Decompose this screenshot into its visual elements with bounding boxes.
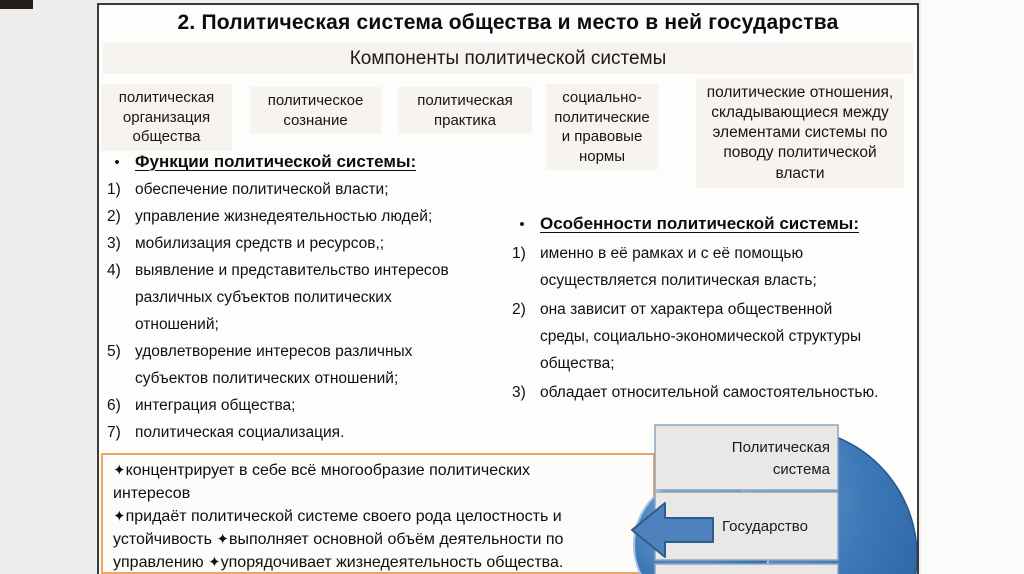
- item-text: мобилизация средств и ресурсов,;: [135, 235, 385, 252]
- functions-heading: Функции политической системы:: [135, 152, 417, 171]
- functions-list: [99, 148, 459, 446]
- component-box-political-practice: политическая практика: [398, 87, 532, 134]
- corner-mark: [0, 0, 33, 9]
- item-number: 4): [107, 262, 121, 279]
- item-number: 2): [512, 301, 526, 318]
- item-text: обладает относительной самостоятельностью.: [540, 384, 879, 401]
- summary-box: [101, 453, 655, 574]
- partial-box: [655, 564, 838, 574]
- component-box-political-consciousness: политическое сознание: [250, 87, 381, 134]
- component-box-social-legal-norms: социально-политические и правовые нормы: [546, 84, 658, 170]
- component-box-political-organization: политическая организация общества: [101, 84, 232, 151]
- item-number: 1): [107, 181, 121, 198]
- summary-line: [113, 459, 583, 505]
- item-number: 1): [512, 245, 526, 262]
- bullet-icon: •: [114, 154, 120, 171]
- function-item: [99, 176, 459, 203]
- item-text: именно в её рамках и с её помощью осуществляется политическая власть;: [540, 245, 817, 289]
- slide: [97, 3, 919, 574]
- slide-subtitle: Компоненты политической системы: [103, 43, 913, 74]
- item-text: обеспечение политической власти;: [135, 181, 389, 198]
- summary-line: [113, 505, 639, 574]
- diamond-bullet-icon: ✦: [113, 508, 126, 525]
- item-number: 7): [107, 424, 121, 441]
- function-item: [99, 419, 459, 446]
- item-number: 3): [107, 235, 121, 252]
- right-margin: [921, 0, 1024, 574]
- function-item: [99, 338, 459, 392]
- function-item: [99, 230, 459, 257]
- item-number: 5): [107, 343, 121, 360]
- political-system-label: Политическая система: [731, 439, 830, 478]
- item-number: 6): [107, 397, 121, 414]
- item-text: она зависит от характера общественной среды, социально-экономической структуры общества;: [540, 301, 862, 372]
- item-number: 3): [512, 384, 526, 401]
- slide-title: 2. Политическая система общества и место в ней государства: [177, 11, 839, 34]
- component-box-political-relations: политические отношения, складывающиеся между элементами системы по поводу политической власти: [696, 79, 904, 188]
- function-item: [99, 257, 459, 338]
- diamond-bullet-icon: ✦: [113, 462, 126, 479]
- item-number: 2): [107, 208, 121, 225]
- function-item: [99, 203, 459, 230]
- feature-item: [504, 296, 894, 377]
- item-text: выявление и представительство интересов различных субъектов политических отношений;: [135, 262, 449, 333]
- diamond-bullet-icon: ✦: [216, 531, 229, 548]
- function-item: [99, 392, 459, 419]
- summary-text: упорядочивает жизнедеятельность общества.: [220, 554, 564, 571]
- features-heading: Особенности политической системы:: [540, 214, 859, 233]
- features-list: [504, 210, 894, 406]
- summary-text: концентрирует в себе всё многообразие политических интересов: [113, 462, 531, 502]
- bullet-icon: •: [519, 216, 525, 233]
- diamond-bullet-icon: ✦: [208, 554, 221, 571]
- features-heading-row: [504, 210, 894, 238]
- item-text: управление жизнедеятельностью людей;: [135, 208, 433, 225]
- summary-text: выполняет основной объём деятельности по управлению: [113, 531, 564, 571]
- item-text: интеграция общества;: [135, 397, 296, 414]
- feature-item: [504, 379, 894, 406]
- system-state-diagram: [625, 415, 918, 574]
- functions-heading-row: [99, 148, 459, 176]
- item-text: политическая социализация.: [135, 424, 345, 441]
- feature-item: [504, 240, 894, 294]
- item-text: удовлетворение интересов различных субъектов политических отношений;: [135, 343, 413, 387]
- summary-text: придаёт политической системе своего рода целостность и устойчивость: [113, 508, 562, 548]
- state-label: Государство: [722, 518, 808, 535]
